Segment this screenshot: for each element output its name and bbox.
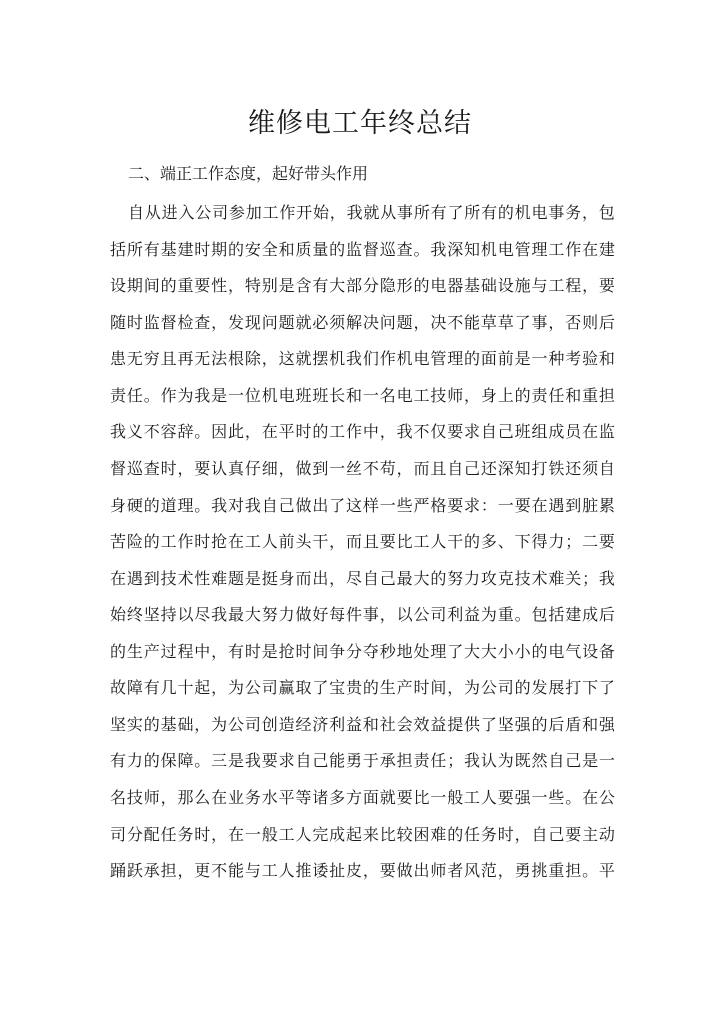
body-line: 我 义 不 容 辞 。 因 此 ， 在 平 时 的 工 作 中 ， 我 不 仅 要 求 自 己 班 组 成 员 在 监: [110, 422, 615, 442]
body-line: 随 时 监 督 检 查 ， 发 现 问 题 就 必 须 解 决 问 题 ， 决 不 能 草 草 了 事 ， 否 则 后: [110, 312, 615, 332]
body-line: 始 终 坚 持 以 尽 我 最 大 努 力 做 好 每 件 事 ， 以 公 司 利 益 为 重 。 包 括 建 成 后: [110, 605, 615, 625]
body-line: 身 硬 的 道 理 。 我 对 我 自 己 做 出 了 这 样 一 些 严 格 要 求 ： 一 要 在 遇 到 脏 累: [110, 495, 615, 515]
body-line: 坚 实 的 基 础 ， 为 公 司 创 造 经 济 利 益 和 社 会 效 益 提 供 了 坚 强 的 后 盾 和 强: [110, 714, 615, 734]
body-line: 设 期 间 的 重 要 性 ， 特 别 是 含 有 大 部 分 隐 形 的 电 器 基 础 设 施 与 工 程 ， 要: [110, 276, 615, 296]
body-line: 故 障 有 几 十 起 ， 为 公 司 赢 取 了 宝 贵 的 生 产 时 间 ， 为 公 司 的 发 展 打 下 了: [110, 678, 615, 698]
body-line: 督 巡 查 时 ， 要 认 真 仔 细 ， 做 到 一 丝 不 苟 ， 而 且 自 己 还 深 知 打 铁 还 须 自: [110, 458, 615, 478]
document-title: 维修电工年终总结: [248, 108, 472, 139]
body-line: 的 生 产 过 程 中 ， 有 时 是 抢 时 间 争 分 夺 秒 地 处 理 了 大 大 小 小 的 电 气 设 备: [110, 641, 615, 661]
body-line: 有 力 的 保 障 。 三 是 我 要 求 自 己 能 勇 于 承 担 责 任 ； 我 认 为 既 然 自 己 是 一: [110, 751, 615, 771]
body-line: 括 所 有 基 建 时 期 的 安 全 和 质 量 的 监 督 巡 查 。 我 深 知 机 电 管 理 工 作 在 建: [110, 239, 615, 259]
body-line: 苦 险 的 工 作 时 抢 在 工 人 前 头 干 ， 而 且 要 比 工 人 干 的 多 、 下 得 力 ； 二 要: [110, 532, 615, 552]
body-line: 在 遇 到 技 术 性 难 题 是 挺 身 而 出 ， 尽 自 己 最 大 的 努 力 攻 克 技 术 难 关 ； 我: [110, 568, 615, 588]
body-line: 名 技 师 ， 那 么 在 业 务 水 平 等 诸 多 方 面 就 要 比 一 般 工 人 要 强 一 些 。 在 公: [110, 788, 615, 807]
body-line: 司 分 配 任 务 时 ， 在 一 般 工 人 完 成 起 来 比 较 困 难 的 任 务 时 ， 自 己 要 主 动: [110, 824, 615, 844]
body-line: 自 从 进 入 公 司 参 加 工 作 开 始 ， 我 就 从 事 所 有 了 所 有 的 机 电 事 务 ， 包: [128, 203, 615, 222]
body-line: 患 无 穷 且 再 无 法 根 除 ， 这 就 摆 机 我 们 作 机 电 管 理 的 面 前 是 一 种 考 验 和: [110, 349, 615, 369]
body-text: [110, 195, 615, 890]
section-heading: 二、端正工作态度，起好带头作用: [128, 164, 369, 183]
body-line: 责 任 。 作 为 我 是 一 位 机 电 班 班 长 和 一 名 电 工 技 师 ， 身 上 的 责 任 和 重 担: [110, 385, 615, 405]
body-line: 踊 跃 承 担 ， 更 不 能 与 工 人 推 诿 扯 皮 ， 要 做 出 师 者 风 范 ， 勇 挑 重 担 。 平: [110, 861, 615, 881]
